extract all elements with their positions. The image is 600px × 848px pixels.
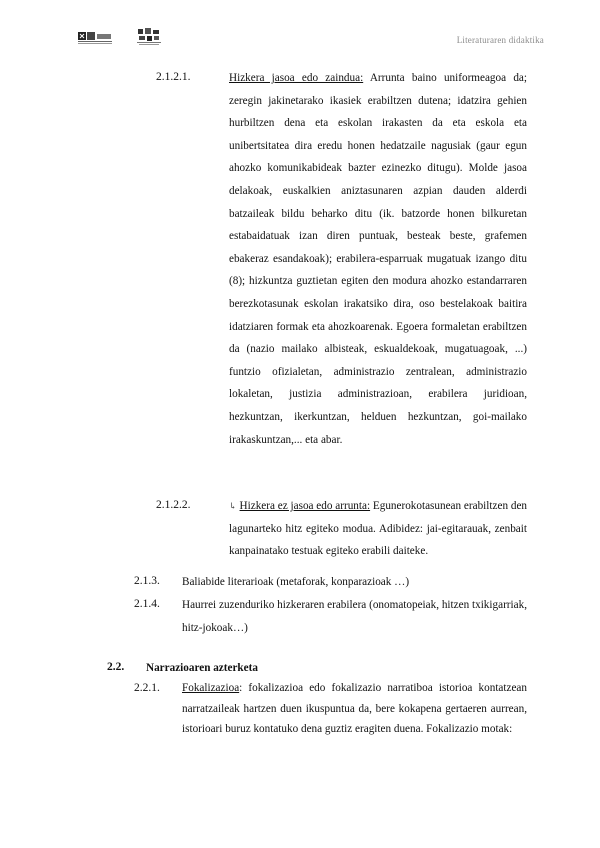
header-title: Literaturaren didaktika (456, 35, 544, 45)
section-body: Egunerokotasunean erabiltzen den lagunarteko hitz egiteko modua. Adibidez: jai-egitarauak, zenbait kanpainatako testuak egiteko erabili daiteke. (229, 500, 528, 558)
campus-logo-icon (137, 28, 161, 46)
section-number: 2.1.4. (134, 598, 160, 610)
section-title-narrative-analysis: Narrazioaren azterketa (146, 662, 258, 674)
section-number: 2.2. (107, 661, 125, 673)
section-heading: Hizkera jasoa edo zaindua: (229, 72, 364, 84)
university-logo-icon (78, 32, 112, 46)
section-heading: Fokalizazioa (182, 682, 240, 694)
paragraph-literary-resources: Baliabide literarioak (metaforak, konparazioak …) (182, 576, 410, 588)
paragraph-focalization (182, 678, 527, 740)
paragraph-formal-register (229, 67, 527, 451)
section-heading: Hizkera ez jasoa edo arrunta: (239, 500, 371, 512)
paragraph-informal-register (229, 495, 527, 563)
section-body: : fokalizazioa edo fokalizazio narratiboa istorioa kontatzean narratzaileak hartzen duen ikuspuntua da, bere kokapena gertaeren aurrean, istorioari buruz kontatuko dena guztiz eragiten duena. Fokalizazio motak: (182, 682, 527, 735)
section-body: Arrunta baino uniformeagoa da; zeregin jakinetarako ikasiek erabiltzen dutena; idatzira gehien hurbiltzen dena eta eskolan irakasten da eta eskola eta unibertsitatea dira eredu honen hedatzaile nagusiak (gaur egun ahozko komunikabideak bazter ezinezko ditugu). Molde jasoa delakoak, euskalkien aniztasunaren azpian dauden alderdi batzaileak bildu beharko ditu (ik. batzorde honen bilkuretan estabaidatuak izan diren puntuak, besteak beste, grafemen ebakeraz esandakoak); erabilera-esparruak mugatuak izango ditu (8); hizkuntza guztietan egiten den modura ahozko estandarraren berezkotasunak eskolan irakatsiko dira, oso bestelakoak baitira idatziaren formak eta ahozkoarenak. Egoera formaletan erabiltzen da (nazio mailako albisteak, eskualdekoak, mugatuagoak, ...) funtzio ofizialetan, administrazio zentralean, administrazio lokaletan, justizia administrazioan, erabilera juridioan, hezkuntzan, ikerkuntzan, helduen hezkuntzan, goi-mailako irakaskuntzan,... eta abar. (229, 72, 527, 446)
return-arrow-icon: ↳ (229, 501, 237, 511)
page-header (0, 0, 600, 56)
section-number: 2.2.1. (134, 682, 160, 694)
paragraph-child-language: Haurrei zuzenduriko hizkeraren erabilera (onomatopeiak, hitzen txikigarriak, hitz-jokoak…) (182, 599, 527, 634)
section-number: 2.1.2.2. (156, 499, 191, 511)
section-number: 2.1.3. (134, 575, 160, 587)
section-number: 2.1.2.1. (156, 71, 191, 83)
